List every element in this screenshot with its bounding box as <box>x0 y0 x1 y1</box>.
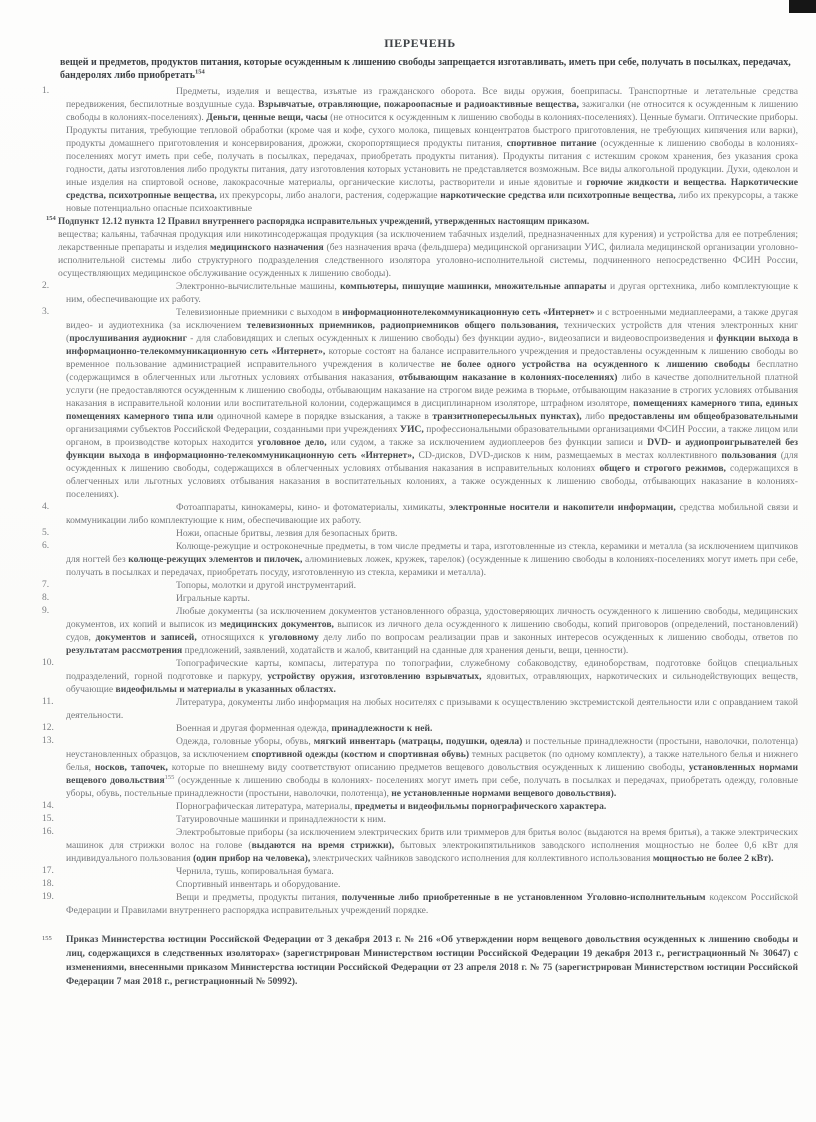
item-paragraph <box>66 527 798 540</box>
item-text <box>66 579 798 592</box>
list-item <box>42 865 798 878</box>
item-text <box>66 813 798 826</box>
text-run: выписок из личного дела осужденного к лишению свободы, копий приговоров (определений, постановлений) судов, <box>66 618 798 643</box>
bold-text-run: установленных нормами вещевого довольствия <box>66 761 798 786</box>
item-paragraph <box>66 722 798 735</box>
item-paragraph <box>66 280 798 306</box>
text-run: ядовитых, отравляющих, наркотических и сильнодействующих веществ, обучающие <box>66 670 798 695</box>
item-paragraph <box>66 306 798 501</box>
bold-text-run: пользования <box>721 449 777 461</box>
bold-text-run: Деньги, ценные вещи, часы <box>206 112 328 123</box>
bold-text-run: выдаются на время стрижки), <box>251 839 395 851</box>
text-run: - для слабовидящих и слепых осужденных к лишению свободы) без функции аудио-, видеозаписи и видеовоспроизведения и <box>186 332 717 344</box>
footnote-ref-154: 154 <box>195 68 205 76</box>
text-run: бесплатно (содержащимся в облегченных или льготных условиях отбывания наказания, <box>66 358 799 383</box>
list-item <box>42 527 798 540</box>
bold-text-run: горючие жидкости и вещества. Наркотические средства, психотропные вещества, <box>66 177 799 201</box>
item-paragraph <box>66 865 798 878</box>
list-item <box>42 878 798 891</box>
bold-text-run: общего и строгого режимов, <box>599 462 726 474</box>
item-paragraph <box>66 878 798 891</box>
text-run: содержащихся в облегченных или льготных условиях отбывания наказания в воспитательных колониях, а также осужденных к лишению свободы, отбывающих наказание в колониях-поселениях). <box>66 462 798 500</box>
text-run: CD-дисков, DVD-дисков к ним, размещаемых в местах коллективного <box>414 449 722 461</box>
text-run: предложений, заявлений, ходатайств и жалоб, квитанций на сданные для хранения деньги, вещи, ценности). <box>182 644 629 656</box>
item-text <box>66 527 798 540</box>
item-number: 11. <box>42 696 54 707</box>
bold-text-run: не установленные нормами вещевого довольствия). <box>391 787 617 799</box>
text-run: (не относится к осужденным к лишению свободы в колониях-поселениях). Ценные бумаги. Оптические приборы. Продукты питания, требующие тепловой обработки (кроме чая и кофе, сухого молока, пищевых концентратов быстрого приготовления, не требующих кипячения или варки), продукты домашнего приготовления и консервирования, дрожжи, скоропортящиеся продукты питания, <box>66 112 798 149</box>
bold-text-run: помещениях камерного типа, единых помещениях камерного типа или <box>66 397 798 422</box>
list-item <box>42 280 798 306</box>
list-item <box>42 826 798 865</box>
footnote-ref: 155 <box>164 773 175 781</box>
bold-text-run: информационнотелекоммуникационную сеть «Интернет» <box>342 306 595 318</box>
item-number: 7. <box>42 579 50 590</box>
bold-text-run: функции выхода в информационно-телекоммуникационную сеть «Интернет», <box>66 332 798 357</box>
item-paragraph <box>66 540 798 579</box>
bold-text-run: электронные носители и накопители информации, <box>449 501 676 513</box>
list-item <box>42 813 798 826</box>
item-text <box>66 826 798 865</box>
text-run: Телевизионные приемники с выходом в <box>176 306 343 318</box>
item-paragraph <box>66 735 798 800</box>
text-run: Татуировочные машинки и принадлежности к ним. <box>176 813 386 825</box>
item-paragraph <box>66 501 798 527</box>
bold-text-run: предметы и видеофильмы порнографического характера. <box>354 800 607 812</box>
item-number: 15. <box>42 813 54 824</box>
text-run: организациями субъектов Российской Федерации, созданными при учреждениях <box>66 423 400 435</box>
text-run: Колюще-режущие и остроконечные предметы, в том числе предметы и тара, изготовленные из стекла, керамики и металла (за исключением щипчиков для ногтей без <box>66 540 798 565</box>
item-number: 4. <box>42 501 50 512</box>
text-run: Электробытовые приборы (за исключением электрических бритв или триммеров для бритья волос (выдаются на время бритья), а также электрических машинок для стрижки волос на голове ( <box>66 826 798 851</box>
item-text <box>66 891 798 917</box>
bold-text-run: мягкий инвентарь (матрацы, подушки, одеяла) <box>313 735 523 747</box>
bold-text-run: результатам рассмотрения <box>66 644 183 656</box>
footnote-text <box>66 933 798 989</box>
text-run: Одежда, головные уборы, обувь, <box>176 735 314 747</box>
text-run: (для осужденных к лишению свободы, содержащихся в облегченных условиях отбывания наказания в исправительных колониях <box>66 449 798 474</box>
list-item <box>42 657 798 696</box>
text-run: алюминиевых ложек, кружек, тарелок) (осужденные к лишению свободы в колониях-поселениях могут иметь при себе, получать в посылках и передачах, приобретать посуду, изготовленную из стекла, керамики и металла). <box>66 553 798 578</box>
text-run: электрических чайников заводского исполнения для коллективного использования <box>310 852 653 864</box>
bold-text-run: телевизионных приемников, радиоприемников общего пользования, <box>246 319 559 331</box>
bold-text-run: Взрывчатые, отравляющие, пожароопасные и радиоактивные вещества, <box>258 99 579 110</box>
text-run: (осужденные к лишению свободы в колониях- поселениях могут иметь при себе, получать в посылках, передачах, приобретать продукты питания). Продукты питания с истекшим сроком хранения, без указания срока годности, даты изготовления либо продукты питания, дату изготовления которых установить не представляется возможным. Все виды алкогольной продукции. Духи, одеколон и иные изделия на спиртовой основе, лакокрасочные материалы, органические кислоты, растворители и иные ядовитые и <box>66 138 798 188</box>
text-run: Военная и другая форменная одежда, <box>176 722 332 734</box>
item-text <box>66 800 798 813</box>
list-item <box>42 696 798 722</box>
text-run: и с встроенными медиаплеерами, а также другая видео- и аудиотехника (за исключением <box>66 306 798 331</box>
bold-text-run: колюще-режущих элементов и пилочек, <box>128 553 303 565</box>
item-paragraph <box>66 85 798 215</box>
item-text <box>66 280 798 306</box>
item-number: 17. <box>42 865 54 876</box>
bold-text-run: спортивное питание <box>506 138 597 149</box>
text-run: Электронно-вычислительные машины, <box>176 280 341 292</box>
text-run: которые состоят на балансе исправительного учреждения и предоставлены осужденным к лишению свободы во временное пользование администрацией исправительного учреждения в количестве <box>66 345 798 370</box>
item-number: 12. <box>42 722 54 733</box>
text-run: либо <box>581 410 609 422</box>
footnote-ref: 154 <box>46 214 56 222</box>
item-number: 14. <box>42 800 54 811</box>
text-run: Ножи, опасные бритвы, лезвия для безопасных бритв. <box>176 527 398 539</box>
text-run: одиночной камере в порядке взыскания, а также в <box>213 410 433 422</box>
bold-text-run: медицинского назначения <box>209 241 324 253</box>
bold-text-run: DVD- и аудиопроигрывателей без функции выхода в информационно-телекоммуникационную сеть «Интернет», <box>66 436 798 461</box>
item-paragraph <box>66 657 798 696</box>
bold-text-run: прослушивания аудиокниг <box>69 332 187 344</box>
prohibited-items-list <box>42 85 798 917</box>
item-paragraph <box>66 579 798 592</box>
bold-text-run: транзитнопересыльных пунктах), <box>432 410 582 422</box>
text-run: и другая оргтехника, либо комплектующие к ним, обеспечивающие их работу. <box>66 280 799 305</box>
bold-text-run: наркотические средства или психотропные вещества, <box>440 190 676 201</box>
bold-text-run: полученные либо приобретенные в не установленном Уголовно-исполнительным <box>341 891 706 903</box>
item-number: 13. <box>42 735 54 746</box>
bold-text-run: Приказ Министерства юстиции Российской Федерации от 3 декабря 2013 г. № 216 «Об утверждении норм вещевого довольствия осужденных к лишению свободы и лиц, содержащихся в следственных изоляторах» (зарегистрирован Министерством юстиции Российской Федерации 19 декабря 2013 г., регистрационный № 30647) с изменениями, внесенными приказом Министерства юстиции Российской Федерации от 23 апреля 2018 г. № 75 (зарегистрирован Министерством юстиции Российской Федерации 7 мая 2018 г., регистрационный № 50992). <box>66 933 798 987</box>
bold-text-run: УИС, <box>399 423 424 435</box>
item-number: 2. <box>42 280 50 291</box>
text-run: вещества; кальяны, табачная продукция или никотинсодержащая продукция (за исключением табачных изделий, предназначенных для курения) и устройства для ее потребления; лекарственные препараты и изделия <box>58 228 798 253</box>
item-number: 19. <box>42 891 54 902</box>
text-run: Предметы, изделия и вещества, изъятые из гражданского оборота. Все виды оружия, боеприпасы. Транспортные и летательные средства передвижения, беспилотные воздушные суда. <box>66 86 798 110</box>
bold-text-run: предоставлены им общеобразовательными <box>608 410 798 422</box>
item-paragraph <box>58 228 798 280</box>
list-item <box>42 800 798 813</box>
footnote-ref-155: 155 <box>42 934 52 942</box>
bold-text-run: видеофильмы и материалы в указанных областях. <box>115 683 336 695</box>
list-item <box>42 501 798 527</box>
bold-text-run: медицинских документов, <box>219 618 334 630</box>
text-run: и постельные принадлежности (простыни, наволочки, полотенца) неустановленных образцов, за исключением <box>66 735 798 760</box>
text-run: Порнографическая литература, материалы, <box>176 800 355 812</box>
bold-text-run: компьютеры, пишущие машинки, множительные аппараты <box>340 280 607 292</box>
text-run: бытовых электрокипятильников заводского исполнения мощностью не более 0,6 кВт для индивидуального пользования <box>66 839 798 864</box>
inline-footnote <box>46 215 798 228</box>
item-text <box>66 865 798 878</box>
bold-text-run: уголовное дело, <box>257 436 327 448</box>
document-subtitle <box>60 56 798 82</box>
list-item <box>42 722 798 735</box>
text-run: относящихся к <box>196 631 269 643</box>
list-item <box>42 579 798 592</box>
bold-text-run: документов и записей, <box>95 631 197 643</box>
item-text <box>66 306 798 501</box>
text-run: зажигалки (не относится к осужденным к лишению свободы в колониях-поселениях). <box>66 99 798 123</box>
item-number: 10. <box>42 657 54 668</box>
text-run: Литература, документы либо информация на любых носителях с призывами к осуществлению экстремистской деятельности или с оправданием такой деятельности. <box>66 696 798 721</box>
bold-text-run: носков, тапочек, <box>94 761 168 773</box>
item-number: 18. <box>42 878 54 889</box>
text-run: средства мобильной связи и коммуникации либо комплектующие к ним, обеспечивающие их работу. <box>66 501 799 526</box>
text-run: либо их прекурсоры, а также новые потенциально опасные психоактивные <box>66 190 798 214</box>
list-item <box>42 540 798 579</box>
item-number: 16. <box>42 826 54 837</box>
text-run: их прекурсоры, либо аналоги, растения, содержащие <box>216 190 441 201</box>
item-number: 9. <box>42 605 50 616</box>
list-item <box>42 891 798 917</box>
item-paragraph <box>66 605 798 657</box>
item-paragraph <box>66 813 798 826</box>
item-paragraph <box>66 891 798 917</box>
text-run: Топографические карты, компасы, литература по топографии, служебному собаководству, единоборствам, подготовке бойцов специальных подразделений, горной подготовке и паркуру, <box>66 657 798 682</box>
list-item <box>42 735 798 800</box>
item-paragraph <box>66 800 798 813</box>
item-text <box>66 735 798 800</box>
text-run: кодексом Российской Федерации и Правилами внутреннего распорядка исправительных учреждений порядке. <box>66 891 798 916</box>
text-run: делу либо по вопросам реализации прав и законных интересов осужденных к лишению свободы, ответов по <box>318 631 798 643</box>
text-run: технических устройств для чтения электронных книг ( <box>66 319 798 344</box>
text-run: либо в качестве дополнительной платной услуги (не предоставляются осужденным к лишению свободы, отбывающим наказание на строгом виде режима в тюрьме, отбывающим наказание в строгих условиях отбывания наказания в исправительной колонии или воспитательной колонии, содержащимся в дисциплинарном изоляторе, штрафном изоляторе, <box>66 371 798 409</box>
subtitle-text: вещей и предметов, продуктов питания, которые осужденным к лишению свободы запрещается изготавливать, иметь при себе, получать в посылках, передачах, бандеролях либо приобретать <box>60 57 791 81</box>
text-run: которые по внешнему виду соответствуют описанию предметов вещевого довольствия осужденных к лишению свободы, <box>167 761 689 773</box>
text-run: Топоры, молотки и другой инструментарий. <box>176 579 357 591</box>
item-number: 5. <box>42 527 50 538</box>
text-run: (осужденные к лишению свободы в колониях- поселениях могут иметь при себе, получать в посылках и передачах, приобретать одежду, головные уборы, обувь, постельные принадлежности (простыни, наволочки, полотенца), <box>66 774 798 799</box>
bold-text-run: мощностью не более 2 кВт). <box>652 852 774 864</box>
list-item <box>42 306 798 501</box>
item-text <box>46 85 799 280</box>
item-number: 8. <box>42 592 50 603</box>
text-run: Спортивный инвентарь и оборудование. <box>176 878 341 890</box>
item-text <box>66 501 798 527</box>
bold-text-run: устройству оружия, изготовлению взрывчатых, <box>267 670 482 682</box>
item-text <box>66 878 798 891</box>
bold-text-run: принадлежности к ней. <box>331 722 433 734</box>
item-paragraph <box>66 592 798 605</box>
page-title: ПЕРЕЧЕНЬ <box>384 36 456 50</box>
text-run: Чернила, тушь, копировальная бумага. <box>176 865 334 877</box>
item-text <box>66 696 798 722</box>
bold-text-run: Подпункт 12.12 пункта 12 Правил внутреннего распорядка исправительных учреждений, утвержденных настоящим приказом. <box>58 216 590 226</box>
item-text <box>66 605 798 657</box>
text-run: Любые документы (за исключением документов установленного образца, удостоверяющих личность осужденного к лишению свободы, медицинских документов, их копий и выписок из <box>66 605 798 630</box>
item-paragraph <box>66 696 798 722</box>
bold-text-run: не более одного устройства на осужденного к лишению свободы <box>441 358 751 370</box>
bold-text-run: (один прибор на человека), <box>193 852 311 864</box>
text-run: Игральные карты. <box>176 592 250 604</box>
item-paragraph <box>66 826 798 865</box>
item-text <box>66 592 798 605</box>
list-item <box>42 592 798 605</box>
bold-text-run: уголовному <box>268 631 319 643</box>
scan-corner-mark <box>789 0 816 13</box>
item-text <box>66 540 798 579</box>
list-item <box>42 605 798 657</box>
text-run: темных расцветок (по одному комплекту), а также нательного белья и нижнего белья, <box>66 748 799 773</box>
text-run: (без назначения врача (фельдшера) медицинской организации УИС, филиала медицинской организации уголовно-исполнительной системы либо структурного подразделения следственного изолятора уголовно-исполнительной системы, подчиненного непосредственно ФСИН России, осуществляющих медицинское обслуживание осужденных к лишению свободы). <box>58 241 799 279</box>
bold-text-run: спортивной одежды (костюм и спортивная обувь) <box>251 748 470 760</box>
item-number: 1. <box>42 86 50 96</box>
bottom-footnote <box>42 933 798 989</box>
bold-text-run: отбывающим наказание в колониях-поселениях) <box>398 371 618 383</box>
list-item <box>42 85 798 280</box>
text-run: Вещи и предметы, продукты питания, <box>176 891 342 903</box>
text-run: Фотоаппараты, кинокамеры, кино- и фотоматериалы, химикаты, <box>176 501 450 513</box>
item-number: 6. <box>42 540 50 551</box>
text-run: или судом, а также за исключением аудиоплееров без функции записи и <box>326 436 648 448</box>
item-number: 3. <box>42 306 50 317</box>
item-text <box>66 722 798 735</box>
text-run: профессиональными образовательными организациями ФСИН России, а также лицом или органом, в производстве которых находится <box>66 423 798 448</box>
item-text <box>66 657 798 696</box>
